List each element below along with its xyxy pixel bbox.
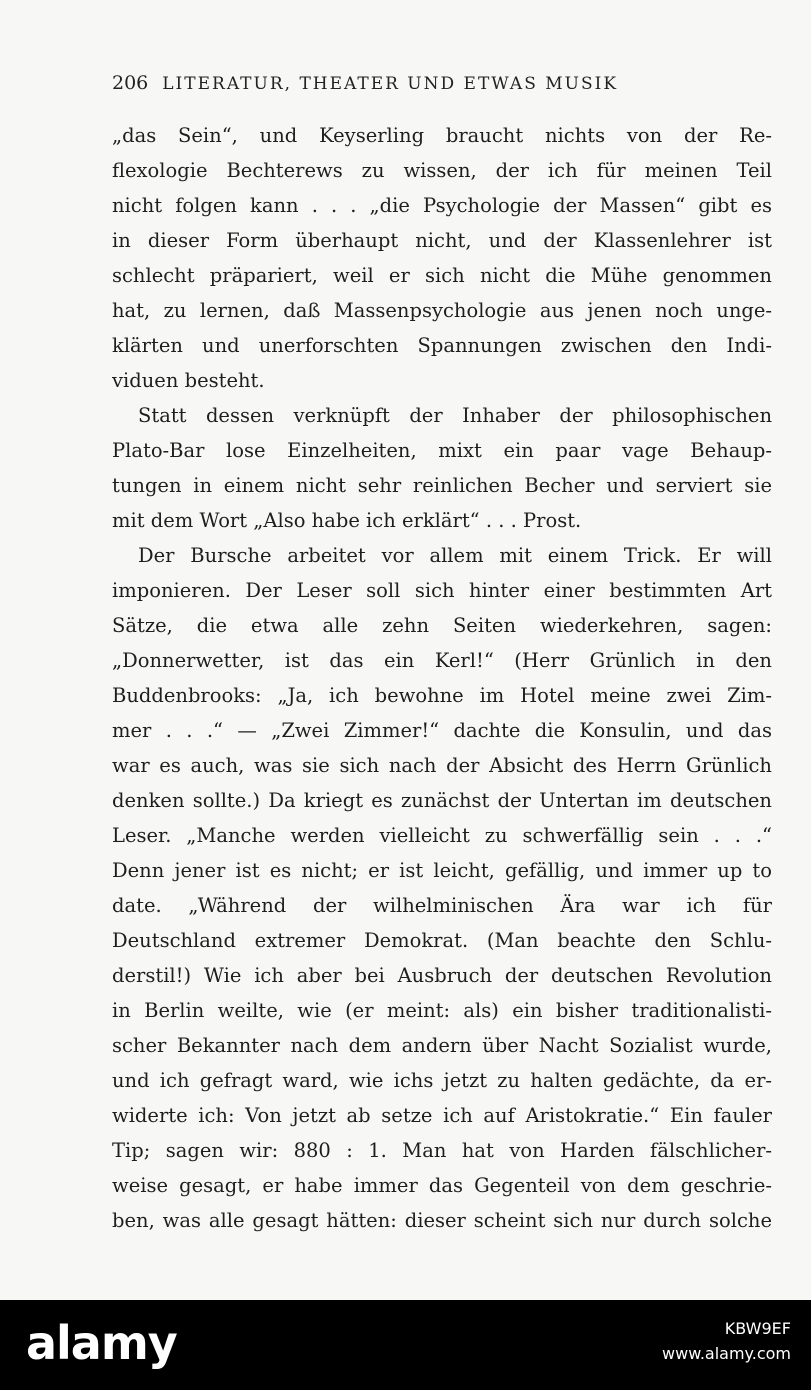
watermark-bar bbox=[0, 1300, 811, 1390]
text-line: Plato-Bar lose Einzelheiten, mixt ein paar vage Behaup- bbox=[112, 439, 772, 462]
text-line: und ich gefragt ward, wie ichs jetzt zu halten gedächte, da er- bbox=[112, 1069, 772, 1092]
text-line: scher Bekannter nach dem andern über Nacht Sozialist wurde, bbox=[112, 1034, 772, 1057]
text-line: in Berlin weilte, wie (er meint: als) ein bisher traditionalisti- bbox=[112, 999, 772, 1022]
text-line: war es auch, was sie sich nach der Absicht des Herrn Grünlich bbox=[112, 754, 772, 777]
text-line: in dieser Form überhaupt nicht, und der Klassenlehrer ist bbox=[112, 229, 772, 252]
text-line: flexologie Bechterews zu wissen, der ich für meinen Teil bbox=[112, 159, 772, 182]
text-line: derstil!) Wie ich aber bei Ausbruch der deutschen Revolution bbox=[112, 964, 772, 987]
text-line: Statt dessen verknüpft der Inhaber der philosophischen bbox=[138, 404, 772, 427]
text-line: mer . . .“ — „Zwei Zimmer!“ dachte die Konsulin, und das bbox=[112, 719, 772, 742]
running-title: LITERATUR, THEATER UND ETWAS MUSIK bbox=[162, 74, 619, 94]
stock-info bbox=[662, 1316, 791, 1366]
text-line: Denn jener ist es nicht; er ist leicht, gefällig, und immer up to bbox=[112, 859, 772, 882]
text-line: klärten und unerforschten Spannungen zwischen den Indi- bbox=[112, 334, 772, 357]
text-line: „Donnerwetter, ist das ein Kerl!“ (Herr Grünlich in den bbox=[112, 649, 772, 672]
text-line: ben, was alle gesagt hätten: dieser scheint sich nur durch solche bbox=[112, 1209, 772, 1232]
page-number: 206 bbox=[112, 72, 149, 94]
text-line: date. „Während der wilhelminischen Ära war ich für bbox=[112, 894, 772, 917]
text-line: imponieren. Der Leser soll sich hinter einer bestimmten Art bbox=[112, 579, 772, 602]
text-line: Leser. „Manche werden vielleicht zu schwerfällig sein . . .“ bbox=[112, 824, 772, 847]
text-line: tungen in einem nicht sehr reinlichen Becher und serviert sie bbox=[112, 474, 772, 497]
text-line: Der Bursche arbeitet vor allem mit einem Trick. Er will bbox=[138, 544, 772, 567]
alamy-logo: alamy bbox=[26, 1316, 177, 1370]
site-url: www.alamy.com bbox=[662, 1344, 791, 1363]
text-line: Tip; sagen wir: 880 : 1. Man hat von Harden fälschlicher- bbox=[112, 1139, 772, 1162]
text-line: weise gesagt, er habe immer das Gegenteil von dem geschrie- bbox=[112, 1174, 772, 1197]
text-line: viduen besteht. bbox=[112, 369, 265, 392]
text-line: mit dem Wort „Also habe ich erklärt“ . . . Prost. bbox=[112, 509, 582, 532]
text-line: denken sollte.) Da kriegt es zunächst der Untertan im deutschen bbox=[112, 789, 772, 812]
image-id: KBW9EF bbox=[724, 1319, 791, 1338]
body-text bbox=[112, 118, 772, 1238]
text-line: nicht folgen kann . . . „die Psychologie der Massen“ gibt es bbox=[112, 194, 772, 217]
text-line: Deutschland extremer Demokrat. (Man beachte den Schlu- bbox=[112, 929, 772, 952]
text-line: schlecht präpariert, weil er sich nicht die Mühe genommen bbox=[112, 264, 772, 287]
running-header bbox=[112, 72, 772, 94]
text-line: widerte ich: Von jetzt ab setze ich auf Aristokratie.“ Ein fauler bbox=[112, 1104, 772, 1127]
text-line: Sätze, die etwa alle zehn Seiten wiederkehren, sagen: bbox=[112, 614, 772, 637]
text-line: „das Sein“, und Keyserling braucht nichts von der Re- bbox=[112, 124, 772, 147]
text-line: hat, zu lernen, daß Massenpsychologie aus jenen noch unge- bbox=[112, 299, 772, 322]
text-line: Buddenbrooks: „Ja, ich bewohne im Hotel meine zwei Zim- bbox=[112, 684, 772, 707]
